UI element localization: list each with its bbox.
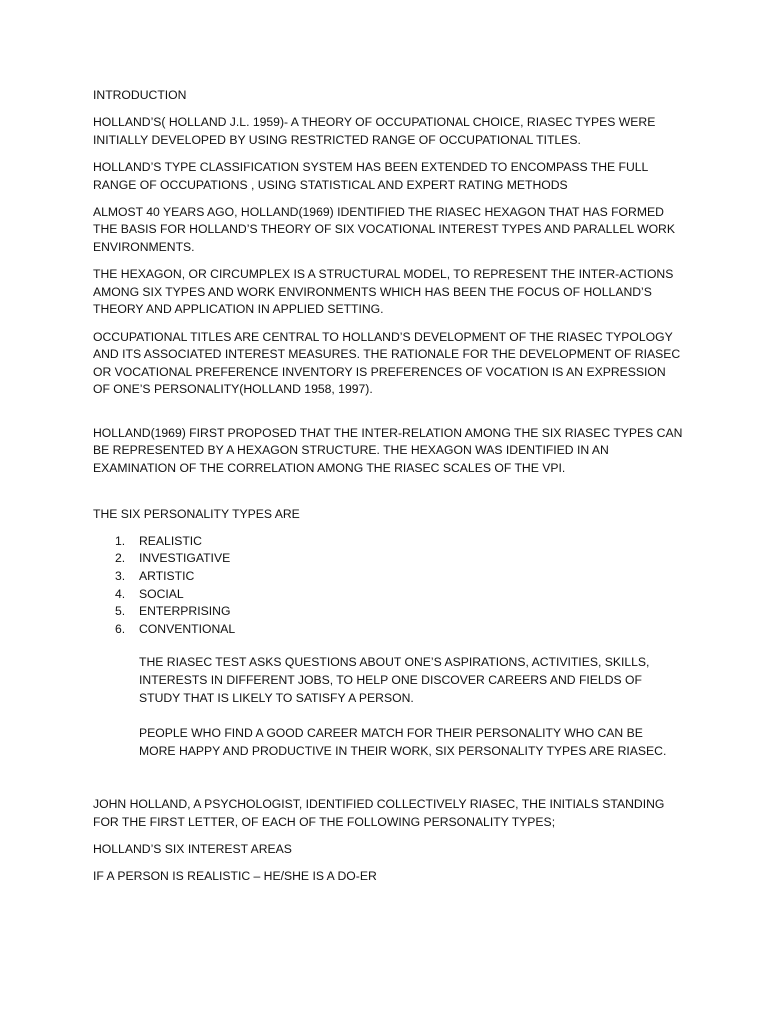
list-item-number: 6. — [115, 621, 126, 636]
list-item-label: ENTERPRISING — [139, 604, 231, 619]
list-item-number: 4. — [115, 586, 126, 601]
document-body — [93, 87, 683, 896]
paragraph-realistic-doer: IF A PERSON IS REALISTIC – HE/SHE IS A DO-ER — [93, 869, 377, 884]
list-item-label: REALISTIC — [139, 533, 202, 548]
list-item-label: INVESTIGATIVE — [139, 551, 231, 566]
list-item-number: 2. — [115, 551, 126, 566]
types-intro: THE SIX PERSONALITY TYPES ARE — [93, 506, 300, 521]
list-item-label: SOCIAL — [139, 586, 184, 601]
paragraph-riasec-test: THE RIASEC TEST ASKS QUESTIONS ABOUT ONE’S ASPIRATIONS, ACTIVITIES, SKILLS, INTERESTS IN DIFFERENT JOBS, TO HELP ONE DISCOVER CAREERS AND FIELDS OF STUDY THAT IS LIKELY TO SATISFY A PERSON. — [139, 655, 650, 705]
paragraph-holland-1959: HOLLAND’S( HOLLAND J.L. 1959)- A THEORY OF OCCUPATIONAL CHOICE, RIASEC TYPES WERE INITIALLY DEVELOPED BY USING RESTRICTED RANGE OF OCCUPATIONAL TITLES. — [93, 115, 656, 147]
list-item-number: 5. — [115, 604, 126, 619]
paragraph-occupational-titles: OCCUPATIONAL TITLES ARE CENTRAL TO HOLLAND’S DEVELOPMENT OF THE RIASEC TYPOLOGY AND ITS ASSOCIATED INTEREST MEASURES. THE RATIONALE FOR THE DEVELOPMENT OF RIASEC OR VOCATIONAL PREFERENCE INVENTORY IS PREFERENCES OF VOCATION IS AN EXPRESSION OF ONE’S PERSONALITY(HOLLAND 1958, 1997). — [93, 329, 681, 397]
paragraph-riasec-hexagon: ALMOST 40 YEARS AGO, HOLLAND(1969) IDENTIFIED THE RIASEC HEXAGON THAT HAS FORMED THE BASIS FOR HOLLAND’S THEORY OF SIX VOCATIONAL INTEREST TYPES AND PARALLEL WORK ENVIRONMENTS. — [93, 204, 675, 254]
paragraph-classification-system: HOLLAND’S TYPE CLASSIFICATION SYSTEM HAS BEEN EXTENDED TO ENCOMPASS THE FULL RANGE OF OCCUPATIONS , USING STATISTICAL AND EXPERT RATING METHODS — [93, 159, 648, 192]
section-heading: INTRODUCTION — [93, 88, 187, 102]
list-item — [93, 603, 683, 621]
list-item-label: CONVENTIONAL — [139, 621, 236, 636]
list-item — [93, 533, 683, 551]
list-item-number: 1. — [115, 533, 126, 548]
list-item — [93, 568, 683, 586]
paragraph-hexagon-structure: HOLLAND(1969) FIRST PROPOSED THAT THE INTER-RELATION AMONG THE SIX RIASEC TYPES CAN BE REPRESENTED BY A HEXAGON STRUCTURE. THE HEXAGON WAS IDENTIFIED IN AN EXAMINATION OF THE CORRELATION AMONG THE RIASEC SCALES OF THE VPI. — [93, 425, 683, 476]
subheading-interest-areas: HOLLAND’S SIX INTEREST AREAS — [93, 842, 292, 857]
list-item — [93, 550, 683, 568]
personality-types-list — [93, 533, 683, 639]
paragraph-career-match: PEOPLE WHO FIND A GOOD CAREER MATCH FOR THEIR PERSONALITY WHO CAN BE MORE HAPPY AND PRODUCTIVE IN THEIR WORK, SIX PERSONALITY TYPES ARE RIASEC. — [139, 726, 667, 758]
paragraph-john-holland: JOHN HOLLAND, A PSYCHOLOGIST, IDENTIFIED COLLECTIVELY RIASEC, THE INITIALS STANDING FOR THE FIRST LETTER, OF EACH OF THE FOLLOWING PERSONALITY TYPES; — [93, 797, 665, 829]
list-item — [93, 621, 683, 639]
paragraph-circumplex-model: THE HEXAGON, OR CIRCUMPLEX IS A STRUCTURAL MODEL, TO REPRESENT THE INTER-ACTIONS AMONG SIX TYPES AND WORK ENVIRONMENTS WHICH HAS BEEN THE FOCUS OF HOLLAND’S THEORY AND APPLICATION IN APPLIED SETTING. — [93, 267, 674, 317]
list-item — [93, 586, 683, 604]
list-item-number: 3. — [115, 569, 126, 584]
list-item-label: ARTISTIC — [139, 569, 195, 584]
